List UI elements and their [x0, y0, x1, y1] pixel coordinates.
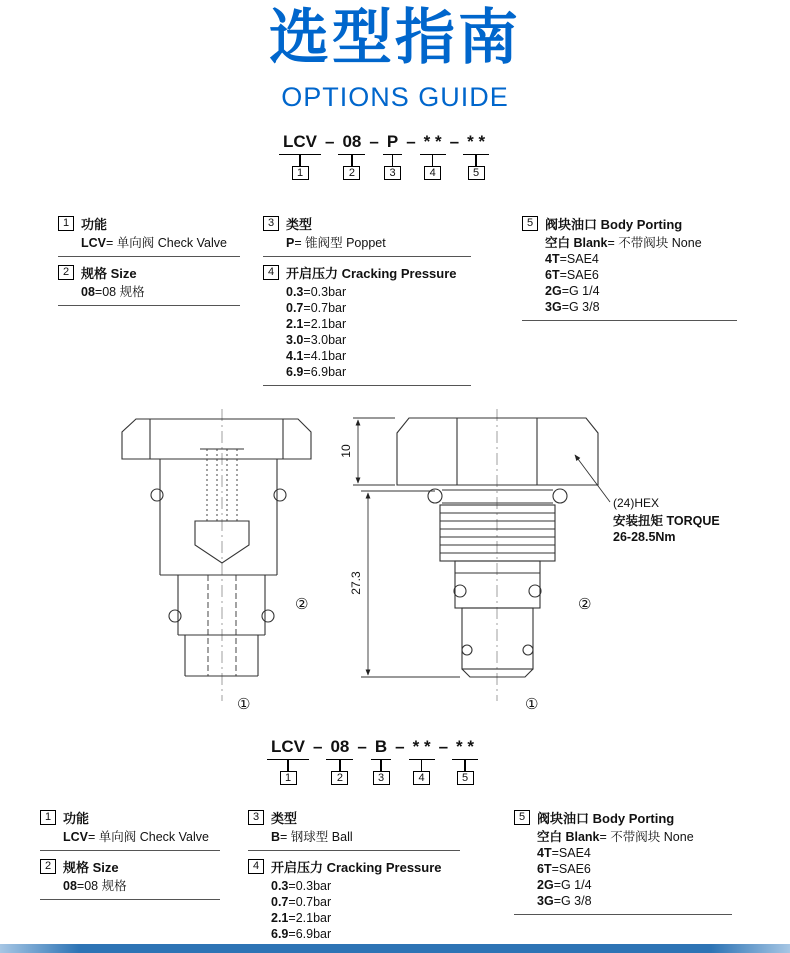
option-value: 6.9=6.9bar [286, 365, 347, 379]
option-number-box: 1 [58, 216, 74, 231]
technical-drawing [45, 403, 745, 721]
model-code-text: LCV [267, 737, 309, 760]
option-number-box: 1 [40, 810, 56, 825]
port1-label-left: ① [237, 696, 251, 713]
options-column-left-bottom [40, 808, 220, 906]
option-number-box: 4 [263, 265, 279, 280]
connector-line [421, 760, 423, 771]
option-block-cracking-pressure [248, 857, 460, 948]
connector-line [475, 155, 477, 166]
connector-line [299, 155, 301, 166]
connector-line [380, 760, 382, 771]
model-code-poppet [278, 132, 490, 180]
dim-27-3-label: 27.3 [349, 571, 363, 595]
page-title-cn: 选型指南 [269, 4, 521, 71]
dash-separator: – [406, 132, 416, 151]
option-block-type [263, 214, 471, 257]
option-value: 0.7=0.7bar [286, 301, 347, 315]
model-segment-porting [463, 132, 489, 180]
model-segment-size [338, 132, 365, 180]
option-block-function [40, 808, 220, 851]
connector-line [464, 760, 466, 771]
option-title: 类型 [286, 217, 313, 232]
option-value: 0.7=0.7bar [271, 895, 332, 909]
dash-separator: – [438, 737, 449, 756]
option-value: 空白 Blank= 不带阀块 None [545, 236, 702, 250]
dash-separator: – [313, 737, 323, 756]
connector-line [392, 155, 394, 166]
dimension-body-length [361, 491, 460, 677]
model-segment-type [371, 737, 391, 785]
segment-number-box: 3 [373, 771, 390, 785]
connector-line [287, 760, 289, 771]
options-column-left-top [58, 214, 240, 312]
segment-number-box: 3 [384, 166, 401, 180]
model-code-text: LCV [279, 132, 321, 155]
connector-line [432, 155, 434, 166]
dash-separator: – [369, 132, 379, 151]
option-number-box: 5 [522, 216, 538, 231]
model-segment-pressure [420, 132, 446, 180]
option-title: 开启压力 Cracking Pressure [271, 860, 442, 875]
valve-cross-section-drawing [122, 409, 311, 701]
model-segment-type [383, 132, 402, 180]
options-column-middle-bottom [248, 808, 460, 953]
model-code-ball [266, 737, 479, 785]
option-block-cracking-pressure [263, 263, 471, 386]
torque-label-line1: 安装扭矩 TORQUE [613, 514, 720, 528]
option-block-body-porting [514, 808, 732, 915]
model-code-text: * * [452, 737, 478, 760]
port1-label-right: ① [525, 696, 539, 713]
model-segment-porting [452, 737, 478, 785]
option-value: 空白 Blank= 不带阀块 None [537, 830, 694, 844]
model-code-text: * * [463, 132, 489, 155]
segment-number-box: 5 [468, 166, 485, 180]
model-code-text: * * [420, 132, 446, 155]
hex-callout-leader [575, 455, 610, 502]
page-title-en: OPTIONS GUIDE [281, 82, 509, 112]
options-column-middle-top [263, 214, 471, 392]
option-value: B= 钢球型 Ball [271, 830, 353, 844]
torque-label-line2: 26-28.5Nm [613, 530, 676, 544]
model-code-text: 08 [338, 132, 365, 155]
model-segment-function [267, 737, 309, 785]
segment-number-box: 4 [413, 771, 430, 785]
option-title: 规格 Size [81, 266, 137, 281]
option-block-function [58, 214, 240, 257]
segment-number-box: 1 [292, 166, 309, 180]
model-code-text: B [371, 737, 391, 760]
option-value: P= 锥阀型 Poppet [286, 236, 386, 250]
option-title: 功能 [63, 811, 90, 826]
model-code-text: 08 [326, 737, 353, 760]
option-value: 0.3=0.3bar [271, 879, 332, 893]
option-value: LCV= 单向阀 Check Valve [81, 236, 227, 250]
dash-separator: – [325, 132, 335, 151]
footer-accent-bar [0, 944, 790, 953]
dash-separator: – [395, 737, 405, 756]
option-number-box: 2 [58, 265, 74, 280]
dash-separator: – [449, 132, 460, 151]
dash-separator: – [357, 737, 367, 756]
option-block-body-porting [522, 214, 737, 321]
port2-label-right: ② [578, 596, 592, 613]
option-value: 3.0=3.0bar [286, 333, 347, 347]
option-value: 4T=SAE4 [545, 252, 599, 266]
segment-number-box: 2 [331, 771, 348, 785]
option-value: 6T=SAE6 [537, 862, 591, 876]
option-title: 阀块油口 Body Porting [537, 811, 675, 826]
option-block-size [40, 857, 220, 900]
model-code-text: P [383, 132, 402, 155]
option-value: 3G=G 3/8 [545, 300, 600, 314]
segment-number-box: 5 [457, 771, 474, 785]
option-value: 2.1=2.1bar [286, 317, 347, 331]
option-title: 阀块油口 Body Porting [545, 217, 683, 232]
hex-size-label: (24)HEX [613, 496, 660, 510]
port2-label-left: ② [295, 596, 309, 613]
option-value: 4.1=4.1bar [286, 349, 347, 363]
dimension-hex-height [353, 418, 395, 485]
option-value: 2G=G 1/4 [545, 284, 600, 298]
option-title: 类型 [271, 811, 298, 826]
option-block-type [248, 808, 460, 851]
connector-line [339, 760, 341, 771]
option-number-box: 5 [514, 810, 530, 825]
valve-external-drawing [397, 409, 598, 701]
dim-10-label: 10 [339, 444, 353, 458]
option-title: 规格 Size [63, 860, 119, 875]
option-number-box: 2 [40, 859, 56, 874]
model-segment-size [326, 737, 353, 785]
option-title: 开启压力 Cracking Pressure [286, 266, 457, 281]
option-title: 功能 [81, 217, 108, 232]
model-code-text: * * [409, 737, 435, 760]
option-value: LCV= 单向阀 Check Valve [63, 830, 209, 844]
model-segment-function [279, 132, 321, 180]
option-value: 2.1=2.1bar [271, 911, 332, 925]
option-block-size [58, 263, 240, 306]
option-value: 0.3=0.3bar [286, 285, 347, 299]
option-value: 3G=G 3/8 [537, 894, 592, 908]
options-column-right-bottom [514, 808, 732, 921]
option-number-box: 4 [248, 859, 264, 874]
option-value: 4T=SAE4 [537, 846, 591, 860]
model-segment-pressure [409, 737, 435, 785]
option-number-box: 3 [248, 810, 264, 825]
option-value: 6T=SAE6 [545, 268, 599, 282]
option-number-box: 3 [263, 216, 279, 231]
connector-line [351, 155, 353, 166]
segment-number-box: 1 [280, 771, 297, 785]
segment-number-box: 4 [424, 166, 441, 180]
options-column-right-top [522, 214, 737, 327]
segment-number-box: 2 [343, 166, 360, 180]
option-value: 2G=G 1/4 [537, 878, 592, 892]
option-value: 08=08 规格 [63, 879, 127, 893]
option-value: 6.9=6.9bar [271, 927, 332, 941]
option-value: 08=08 规格 [81, 285, 145, 299]
